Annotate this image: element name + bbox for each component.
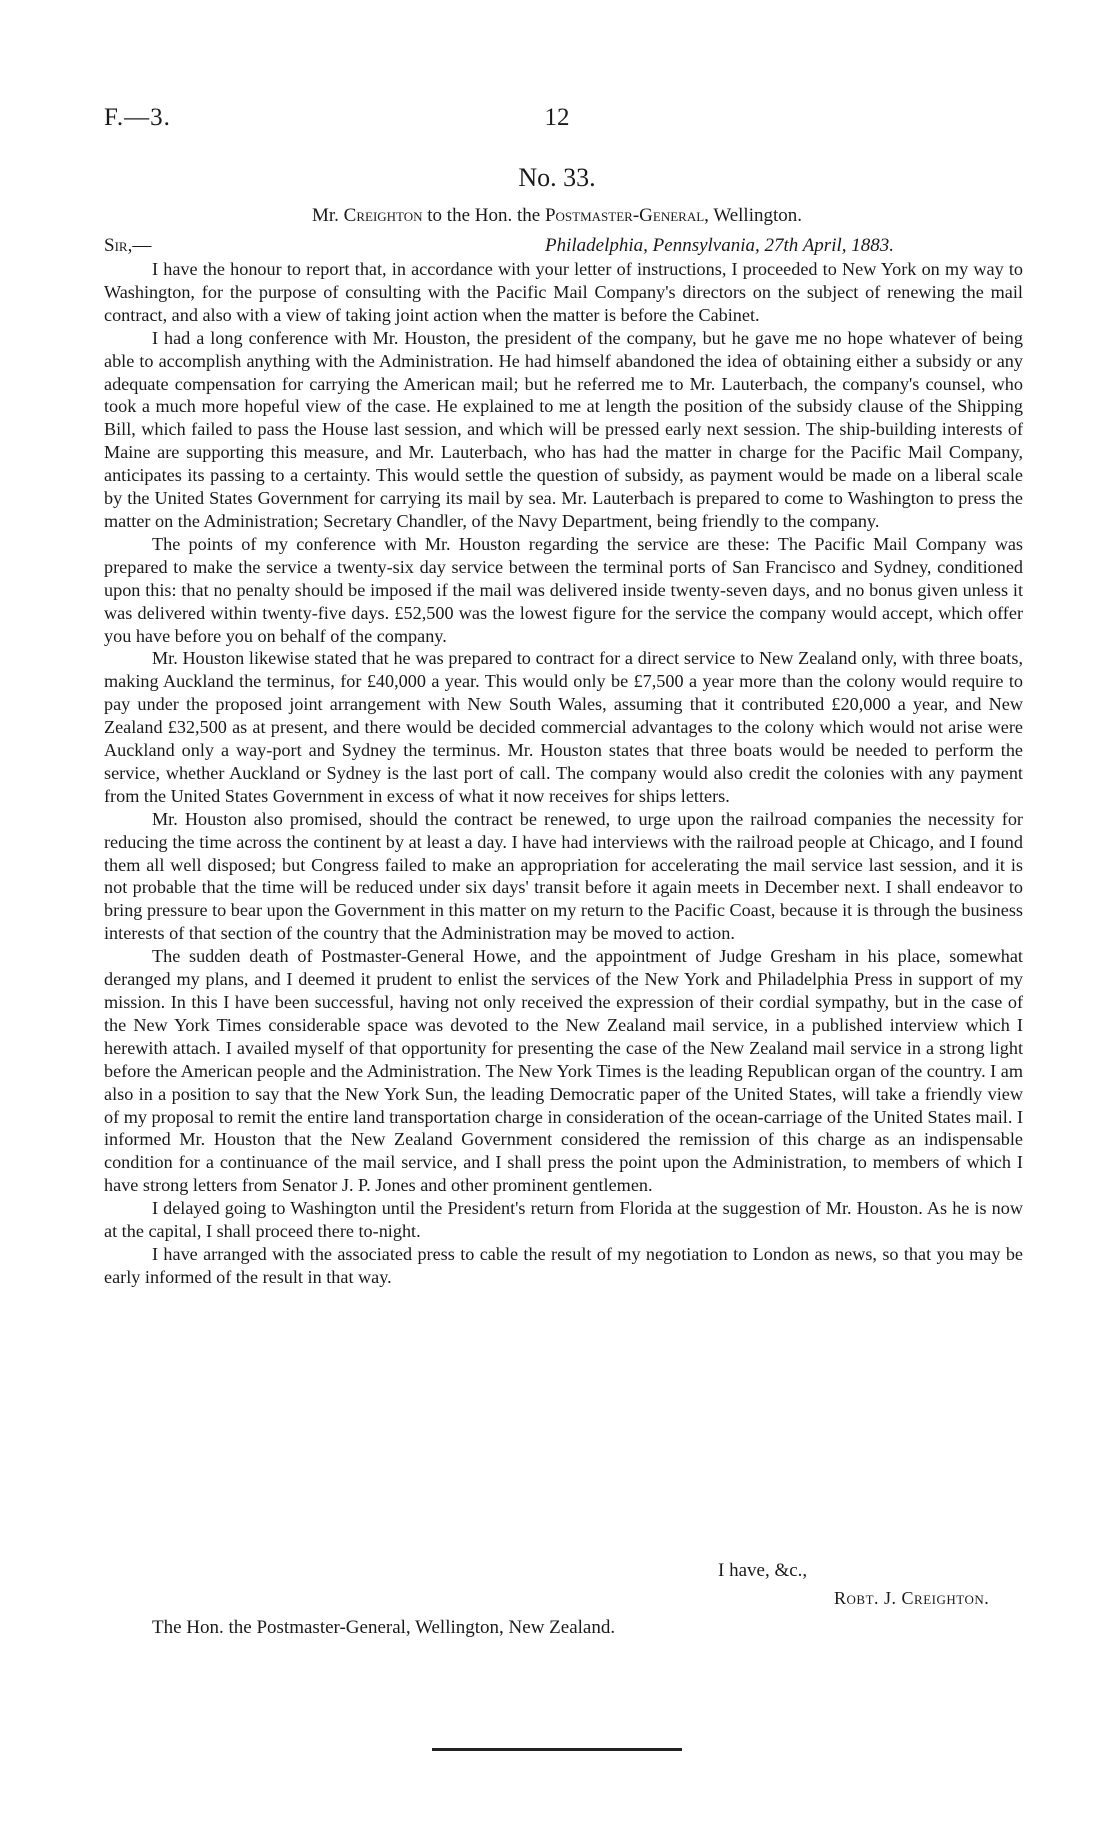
end-rule [432, 1748, 682, 1751]
heading-recipient: Postmaster-General [544, 205, 705, 226]
salutation: Sir,— [104, 235, 152, 256]
dateline: Philadelphia, Pennsylvania, 27th April, 1883. [545, 235, 895, 256]
paragraph: Mr. Houston likewise stated that he was prepared to contract for a direct service to New Zealand only, with three boats, making Auckland the terminus, for £40,000 a year. This would only be £7,500 a year more than the colony would require to pay under the proposed joint arrangement with New South Wales, assuming that it contributed £20,000 a year, and New Zealand £32,500 as at present, and there would be decided commercial advantages to the colony which would not arise were Auckland only a way-port and Sydney the terminus. Mr. Houston states that three boats would be needed to perform the service, whether Auckland or Sydney is the last port of call. The company would also credit the colonies with any payment from the United States Government in excess of what it now receives for ships letters. [104, 648, 1023, 806]
addressee: The Hon. the Postmaster-General, Wellington, New Zealand. [152, 1617, 616, 1638]
heading-sender: Creighton [343, 205, 423, 226]
paragraph: Mr. Houston also promised, should the contract be renewed, to urge upon the railroad companies the necessity for reducing the time across the continent by at least a day. I have had interviews with the railroad people at Chicago, and I found them all well disposed; but Congress failed to make an appropriation for accelerating the mail service last session, and it is not probable that the time will be reduced under six days' transit before it again meets in December next. I shall endeavor to bring pressure to bear upon the Government in this matter on my return to the Pacific Coast, because it is through the business interests of that section of the country that the Administration may be moved to action. [104, 808, 1023, 944]
paragraph: I have arranged with the associated press to cable the result of my negotiation to London as news, so that you may be early informed of the result in that way. [104, 1243, 1023, 1287]
letter-heading [0, 205, 1114, 227]
heading-suffix: , Wellington. [704, 205, 803, 226]
document-number: No. 33. [518, 163, 596, 192]
heading-prefix: Mr. [311, 205, 344, 226]
page-number: 12 [544, 104, 570, 131]
closing: I have, &c., [718, 1560, 808, 1581]
paragraph: The sudden death of Postmaster-General Howe, and the appointment of Judge Gresham in his place, somewhat deranged my plans, and I deemed it prudent to enlist the services of the New York and Philadelphia Press in support of my mission. In this I have been successful, having not only received the expression of their cordial sympathy, but in the case of the New York Times considerable space was devoted to the New Zealand mail service, in a published interview which I herewith attach. I availed myself of that opportunity for presenting the case of the New Zealand mail service in a strong light before the American people and the Administration. The New York Times is the leading Republican organ of the country. I am also in a position to say that the New York Sun, the leading Democratic paper of the United States, will take a friendly view of my proposal to remit the entire land transportation charge in consideration of the ocean-carriage of the United States mail. I informed Mr. Houston that the New Zealand Government considered the remission of this charge as an indispensable condition for a continuance of the mail service, and I shall press the point upon the Administration, to members of which I have strong letters from Senator J. P. Jones and other prominent gentlemen. [104, 946, 1023, 1196]
paragraph: The points of my conference with Mr. Houston regarding the service are these: The Pacific Mail Company was prepared to make the service a twenty-six day service between the terminal ports of San Francisco and Sydney, conditioned upon this: that no penalty should be imposed if the mail was delivered inside twenty-seven days, and no bonus given unless it was delivered within twenty-five days. £52,500 was the lowest figure for the service the company would accept, which offer you have before you on behalf of the company. [104, 533, 1023, 646]
letter-body [104, 258, 1023, 1289]
paragraph: I have the honour to report that, in accordance with your letter of instructions, I proceeded to New York on my way to Washington, for the purpose of consulting with the Pacific Mail Company's directors on the subject of renewing the mail contract, and also with a view of taking joint action when the matter is before the Cabinet. [104, 259, 1023, 325]
paper-reference: F.—3. [104, 104, 171, 131]
signature: Robt. J. Creighton. [834, 1588, 990, 1608]
paragraph: I had a long conference with Mr. Houston, the president of the company, but he gave me no hope whatever of being able to accomplish anything with the Administration. He had himself abandoned the idea of obtaining either a subsidy or any adequate compensation for carrying the American mail; but he referred me to Mr. Lauterbach, the company's counsel, who took a much more hopeful view of the case. He explained to me at length the position of the subsidy clause of the Shipping Bill, which failed to pass the House last session, and which will be pressed early next session. The ship-building interests of Maine are supporting this measure, and Mr. Lauterbach, who has had the matter in charge for the Pacific Mail Company, anticipates its passing to a certainty. This would settle the question of subsidy, as payment would be made on a liberal scale by the United States Government for carrying its mail by sea. Mr. Lauterbach is prepared to come to Washington to press the matter on the Administration; Secretary Chandler, of the Navy Department, being friendly to the company. [104, 327, 1023, 531]
paragraph: I delayed going to Washington until the President's return from Florida at the suggestion of Mr. Houston. As he is now at the capital, I shall proceed there to-night. [104, 1198, 1023, 1242]
heading-middle: to the Hon. the [422, 205, 545, 226]
